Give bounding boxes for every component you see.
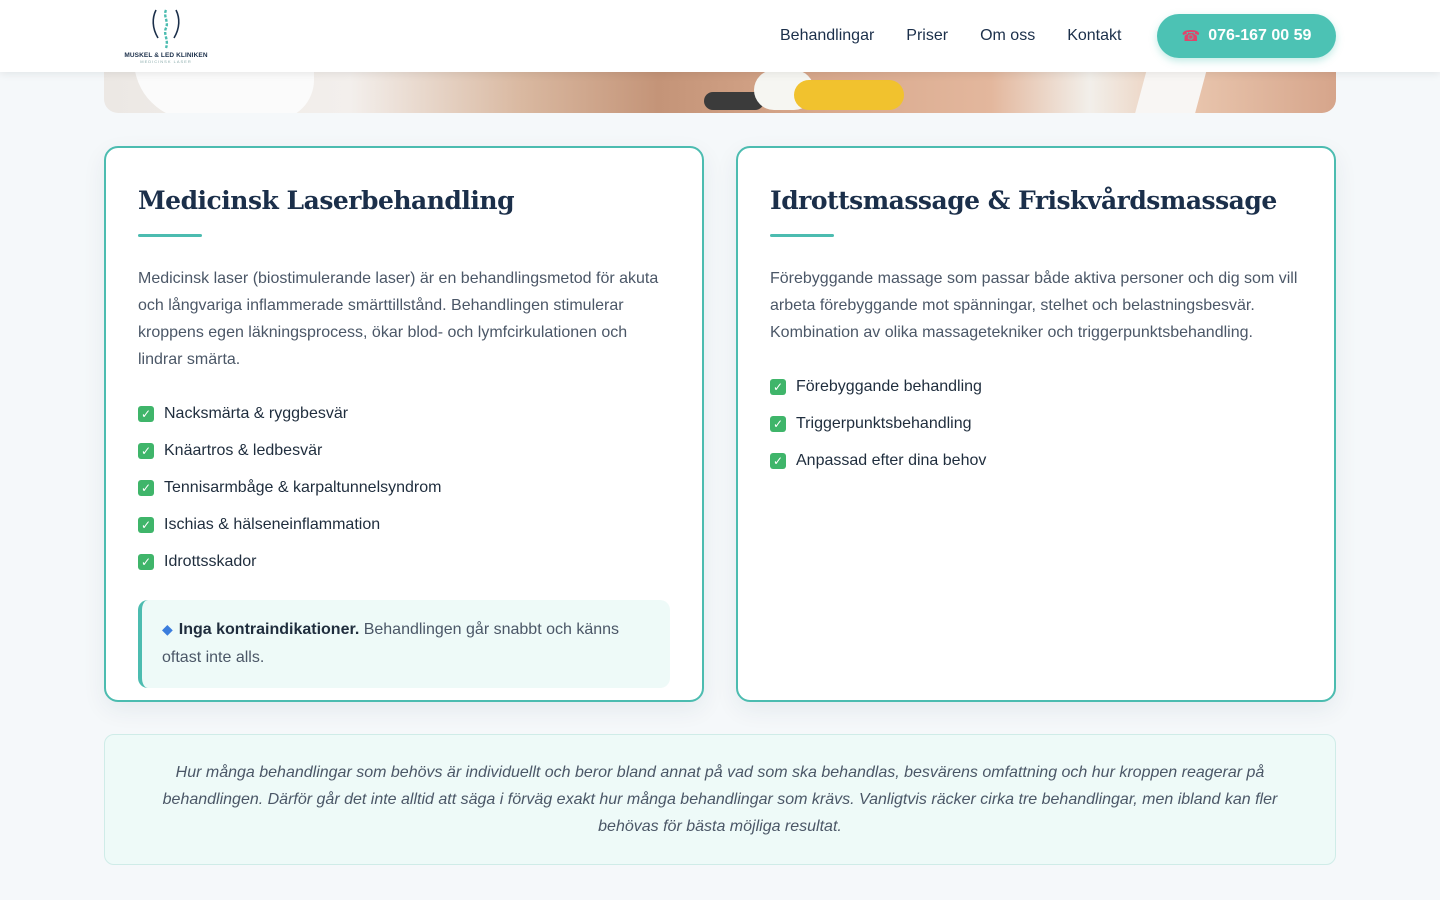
list-item: ✓ Tennisarmbåge & karpaltunnelsyndrom: [138, 469, 670, 506]
massage-card: [736, 146, 1336, 702]
phone-button[interactable]: [1157, 14, 1336, 58]
logo[interactable]: [122, 8, 210, 66]
treatment-count-note: Hur många behandlingar som behövs är individuellt och beror bland annat på vad som ska behandlas, besvärens omfattning och hur kroppen reagerar på behandlingen. Därför går det inte alltid att säga i förväg exakt hur många behandlingar som krävs. Vanligtvis räcker cirka tre behandlingar, men ibland kan fler behövas för bästa möjliga resultat.: [104, 734, 1336, 865]
list-item: ✓ Nacksmärta & ryggbesvär: [138, 395, 670, 432]
title-underline: [770, 234, 834, 237]
benefit-list: [138, 395, 670, 580]
main-nav: [780, 0, 1153, 72]
spine-logo-icon: [142, 8, 190, 50]
checkmark-icon: ✓: [138, 443, 154, 459]
site-header: [0, 0, 1440, 72]
note-text: Behandlingen går snabbt och känns oftast inte alls.: [162, 621, 620, 666]
list-item: ✓ Knäartros & ledbesvär: [138, 432, 670, 469]
card-description: Förebyggande massage som passar både aktiva personer och dig som vill arbeta förebyggande mot spänningar, stelhet och belastningsbesvär. Kombination av olika massagetekniker och triggerpunktsbehandling.: [770, 270, 1298, 341]
phone-number: 076-167 00 59: [1208, 27, 1312, 44]
nav-om-oss[interactable]: Om oss: [980, 27, 1036, 44]
checkmark-icon: ✓: [770, 453, 786, 469]
checkmark-icon: ✓: [138, 406, 154, 422]
card-title: Idrottsmassage & Friskvårdsmassage: [770, 186, 1277, 215]
checkmark-icon: ✓: [138, 517, 154, 533]
nav-priser[interactable]: Priser: [906, 27, 949, 44]
title-underline: [138, 234, 202, 237]
list-item: ✓ Förebyggande behandling: [770, 368, 1302, 405]
contraindication-note: [138, 600, 670, 688]
checkmark-icon: ✓: [770, 416, 786, 432]
phone-icon: ☎: [1181, 28, 1201, 45]
list-item: ✓ Idrottsskador: [138, 543, 670, 580]
card-title: Medicinsk Laserbehandling: [138, 186, 515, 215]
laser-treatment-card: [104, 146, 704, 702]
list-item: ✓ Triggerpunktsbehandling: [770, 405, 1302, 442]
list-item: ✓ Anpassad efter dina behov: [770, 442, 1302, 479]
card-description: Medicinsk laser (biostimulerande laser) är en behandlingsmetod för akuta och långvariga inflammerade smärttillstånd. Behandlingen stimulerar kroppens egen läkningsprocess, ökar blod- och lymfcirkulationen och lindrar smärta.: [138, 270, 659, 368]
logo-subtext: MEDICINSK LASER: [140, 59, 192, 64]
checkmark-icon: ✓: [138, 480, 154, 496]
checkmark-icon: ✓: [770, 379, 786, 395]
nav-kontakt[interactable]: Kontakt: [1067, 27, 1122, 44]
shield-icon: ◆: [162, 621, 173, 637]
checkmark-icon: ✓: [138, 554, 154, 570]
logo-text: MUSKEL & LED KLINIKEN: [124, 52, 208, 59]
list-item: ✓ Ischias & hälseneinflammation: [138, 506, 670, 543]
note-bold: Inga kontraindikationer.: [178, 621, 360, 638]
benefit-list: [770, 368, 1302, 479]
nav-behandlingar[interactable]: Behandlingar: [780, 27, 875, 44]
